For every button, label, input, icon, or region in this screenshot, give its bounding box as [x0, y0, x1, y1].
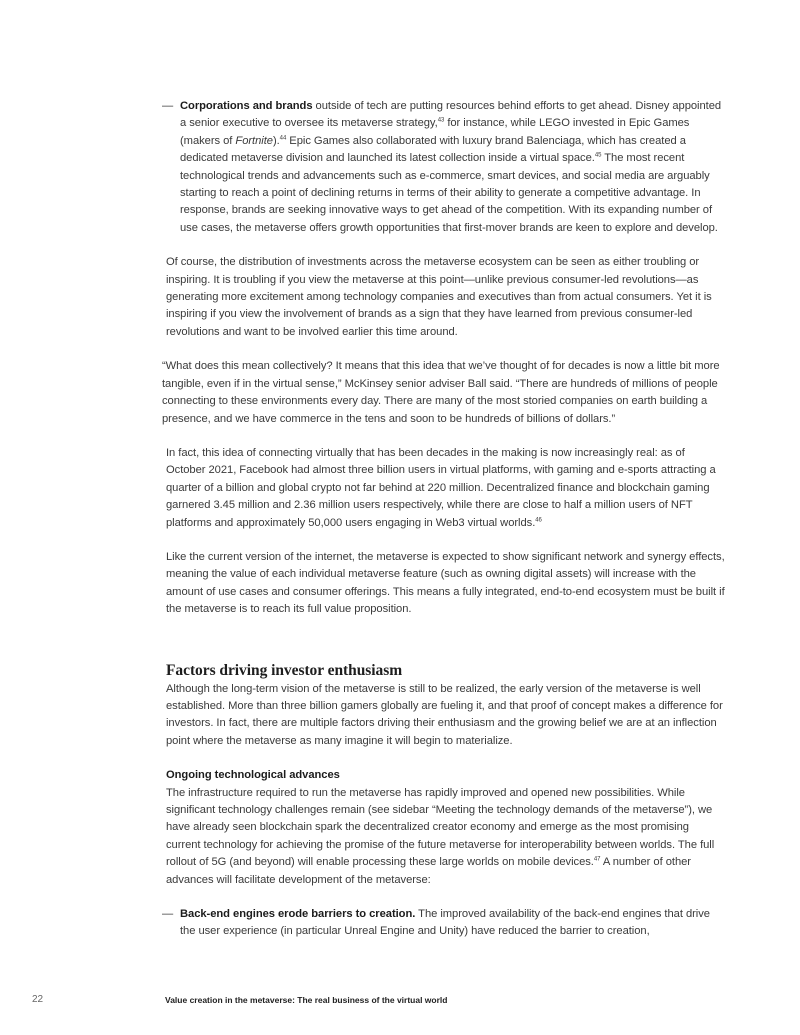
dash-bullet-icon: — [162, 100, 174, 112]
body-content [162, 98, 726, 941]
section-intro: Although the long-term vision of the metaverse is still to be realized, the early version of the metaverse is well established. More than three billion gamers globally are fueling it, and that proof of concept makes a difference for investors. In fact, there are multiple factors driving their enthusiasm and the growing belief we are at an inflection point where the metaverse as many imagine it will begin to materialize. [166, 682, 723, 747]
subsection-heading: Ongoing technological advances [166, 769, 340, 782]
footnote-ref: 44 [279, 135, 287, 142]
bullet-back-end-engines: — Back-end engines erode barriers to creation. The improved availability of the back-end engines that drive the user experience (in particular Unreal Engine and Unity) have reduced the barrier to creation, [162, 908, 710, 938]
dash-bullet-icon: — [162, 908, 174, 921]
footnote-ref: 46 [535, 516, 542, 523]
footnote-ref: 45 [594, 152, 602, 159]
subsection-paragraph: The infrastructure required to run the metaverse has rapidly improved and opened new possibilities. While significant technology challenges remain (see sidebar “Meeting the technology demands of the metaverse”), we have already seen blockchain spark the decentralized creator economy and emerge as the most promising current technology for achieving the promise of the future metaverse for interoperability between worlds. The full rollout of 5G (and beyond) will enable processing these large worlds on mobile devices.$^{47}$ A number of other advances will facilitate development of the metaverse: [166, 786, 715, 886]
paragraph-distribution: Of course, the distribution of investments across the metaverse ecosystem can be seen as either troubling or inspiring. It is troubling if you view the metaverse at this point—unlike previous consumer-led revolutions—as generating more excitement among technology companies and executives than from actual consumers. Yet it is inspiring if you view the involvement of brands as a sign that they have learned from previous consumer-led revolutions and want to be involved earlier this time around. [166, 256, 712, 338]
page-number: 22 [32, 994, 44, 1005]
bullet-corporations-brands: — Corporations and brands outside of tech are putting resources behind efforts to get ahead. Disney appointed a senior executive to oversee its metaverse strategy,$^{43}$ for instance, while LEGO invested in Epic Games (makers of Fortnite).$^{44}$ Epic Games also collaborated with luxury brand Balenciaga, which has created a dedicated metaverse division and launched its latest collection inside a virtual space.$^{45}$ The most recent technological trends and advancements such as e-commerce, smart devices, and social media are arguably starting to reach a point of declining returns in terms of their ability to generate a competitive advantage. In response, brands are seeking innovative ways to get ahead of the competition. With its expanding number of use cases, the metaverse offers growth opportunities that first-mover brands are keen to explore and develop. [162, 100, 722, 234]
paragraph-network-effects: Like the current version of the internet, the metaverse is expected to show significant network and synergy effects, meaning the value of each individual metaverse feature (such as owning digital assets) will increase with the amount of use cases and consumer offerings. This means a fully integrated, end-to-end ecosystem must be built if the metaverse is to reach its full value proposition. [166, 550, 725, 616]
bullet-lead: Corporations and brands [180, 100, 313, 112]
paragraph-connecting-virtually: In fact, this idea of connecting virtually that has been decades in the making is now increasingly real: as of October 2021, Facebook had almost three billion users in virtual platforms, with gaming and e-sports attracting a quarter of a billion and global crypto not far behind at 220 million. Decentralized finance and blockchain gaming garnered 3.45 million and 2.36 million users respectively, while there are close to half a million users of NFT platforms and approximately 50,000 users engaging in Web3 virtual worlds.$^{46}$ [166, 446, 716, 529]
bullet-lead: Back-end engines erode barriers to creation. [180, 908, 416, 921]
section-heading: Factors driving investor enthusiasm [166, 661, 403, 679]
paragraph-quote: “What does this mean collectively? It means that this idea that we’ve thought of for decades is now a little bit more tangible, even if in the virtual sense,” McKinsey senior adviser Ball said. “There are hundreds of millions of people connecting to these environments every day. There are many of the most storied companies on earth building a presence, and we have commerce in the tens and soon to be hundreds of billions of dollars.” [162, 360, 720, 425]
footnote-ref: 47 [593, 856, 601, 863]
footnote-ref: 43 [437, 117, 445, 124]
footer-report-title: Value creation in the metaverse: The real business of the virtual world [165, 995, 448, 1005]
